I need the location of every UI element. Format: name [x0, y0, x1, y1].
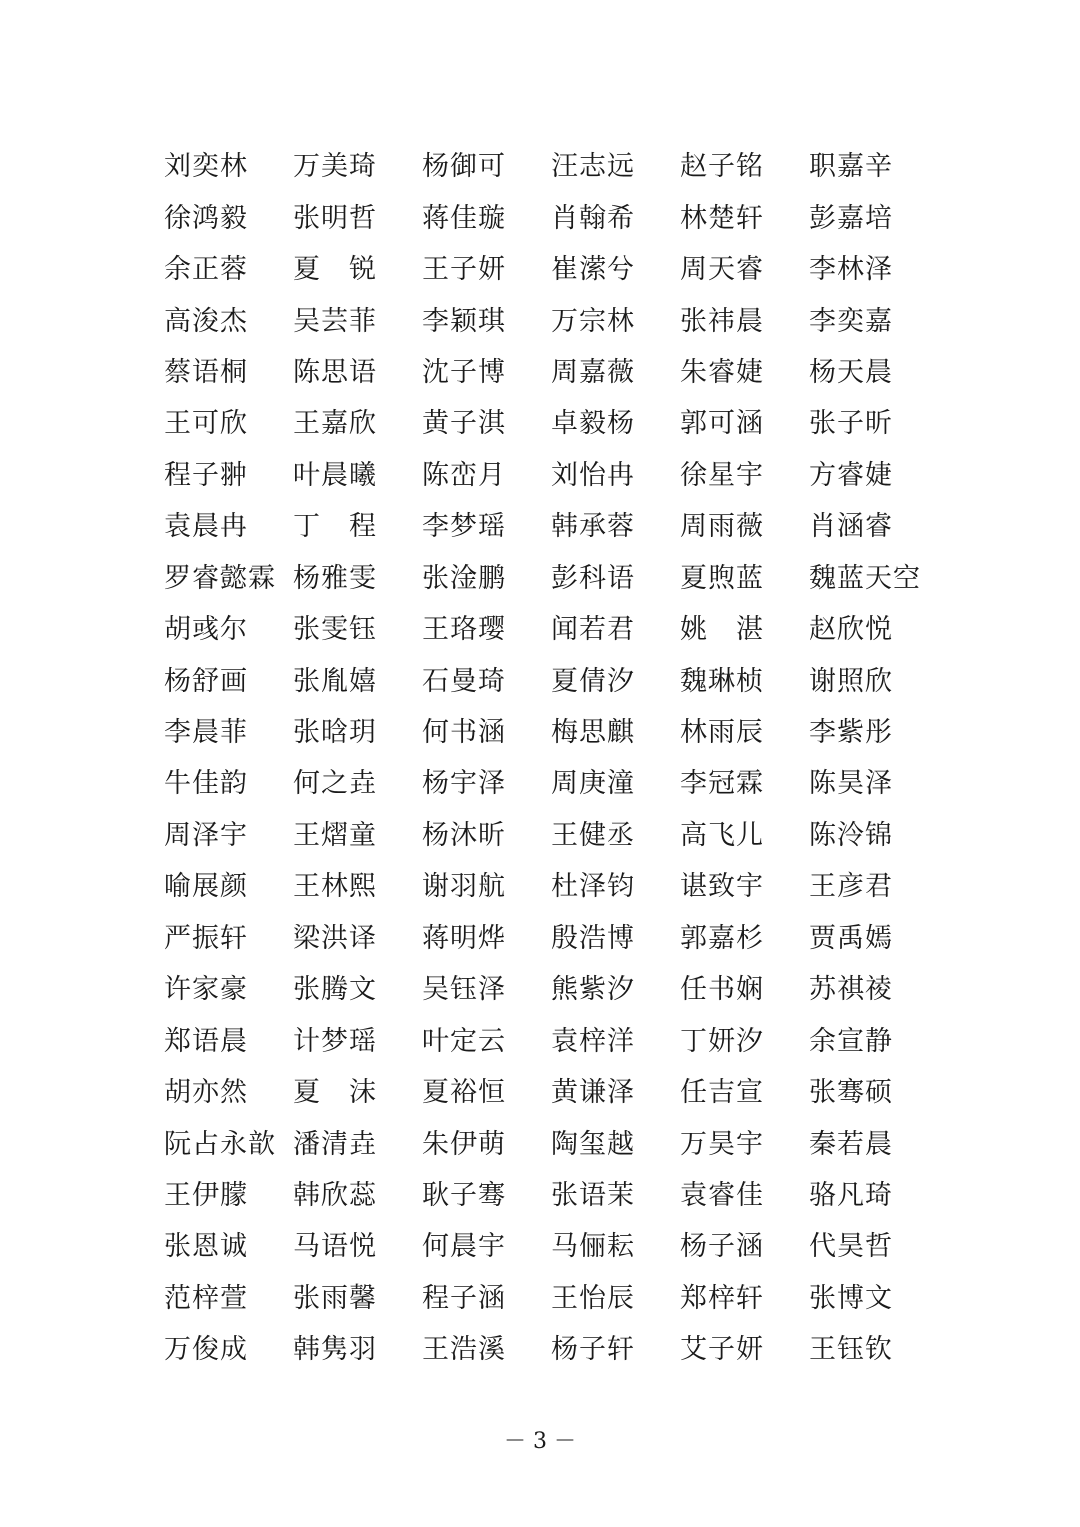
name-row — [164, 961, 964, 1012]
student-name: 郭可涵 — [680, 408, 764, 440]
student-name: 朱伊萌 — [422, 1128, 506, 1160]
student-name: 范梓萱 — [164, 1282, 248, 1314]
name-list — [164, 138, 964, 1373]
student-name: 叶晨曦 — [293, 459, 377, 491]
student-name: 陈昊泽 — [809, 768, 893, 800]
student-name: 程子翀 — [164, 459, 248, 491]
student-name: 王可欣 — [164, 408, 248, 440]
name-row — [164, 498, 964, 549]
student-name: 陶玺越 — [551, 1128, 635, 1160]
student-name: 蔡语桐 — [164, 356, 248, 388]
student-name: 许家豪 — [164, 974, 248, 1006]
student-name: 殷浩博 — [551, 922, 635, 954]
name-row — [164, 138, 964, 189]
student-name: 王子妍 — [422, 254, 506, 286]
student-name: 张恩诚 — [164, 1231, 248, 1263]
student-name: 李林泽 — [809, 254, 893, 286]
student-name: 职嘉辛 — [809, 151, 893, 183]
student-name: 李晨菲 — [164, 717, 248, 749]
student-name: 李冠霖 — [680, 768, 764, 800]
student-name: 王钰钦 — [809, 1334, 893, 1366]
student-name: 骆凡琦 — [809, 1179, 893, 1211]
student-name: 周雨薇 — [680, 511, 764, 543]
student-name: 牛佳韵 — [164, 768, 248, 800]
student-name: 肖涵睿 — [809, 511, 893, 543]
student-name: 杨子涵 — [680, 1231, 764, 1263]
student-name: 马俪耘 — [551, 1231, 635, 1263]
student-name: 李紫彤 — [809, 717, 893, 749]
student-name: 夏 沫 — [293, 1077, 377, 1109]
student-name: 郭嘉杉 — [680, 922, 764, 954]
student-name: 韩隽羽 — [293, 1334, 377, 1366]
student-name: 袁晨冉 — [164, 511, 248, 543]
student-name: 夏 锐 — [293, 254, 377, 286]
name-row — [164, 704, 964, 755]
student-name: 罗睿懿霖 — [164, 562, 276, 594]
student-name: 汪志远 — [551, 151, 635, 183]
name-row — [164, 550, 964, 601]
student-name: 任吉宣 — [680, 1077, 764, 1109]
student-name: 任书娴 — [680, 974, 764, 1006]
student-name: 韩承蓉 — [551, 511, 635, 543]
student-name: 崔潆兮 — [551, 254, 635, 286]
student-name: 张雨馨 — [293, 1282, 377, 1314]
name-row — [164, 858, 964, 909]
student-name: 李梦瑶 — [422, 511, 506, 543]
student-name: 郑语晨 — [164, 1025, 248, 1057]
student-name: 马语悦 — [293, 1231, 377, 1263]
student-name: 吴钰泽 — [422, 974, 506, 1006]
student-name: 张骞硕 — [809, 1077, 893, 1109]
student-name: 杨子轩 — [551, 1334, 635, 1366]
student-name: 魏琳桢 — [680, 665, 764, 697]
student-name: 张腾文 — [293, 974, 377, 1006]
student-name: 黄子淇 — [422, 408, 506, 440]
student-name: 苏祺祾 — [809, 974, 893, 1006]
student-name: 谢羽航 — [422, 871, 506, 903]
student-name: 王浩溪 — [422, 1334, 506, 1366]
student-name: 王伊朦 — [164, 1179, 248, 1211]
student-name: 何之垚 — [293, 768, 377, 800]
student-name: 余正蓉 — [164, 254, 248, 286]
student-name: 秦若晨 — [809, 1128, 893, 1160]
student-name: 杨雅雯 — [293, 562, 377, 594]
name-row — [164, 652, 964, 703]
name-row — [164, 1270, 964, 1321]
name-row — [164, 395, 964, 446]
student-name: 谢照欣 — [809, 665, 893, 697]
name-row — [164, 1064, 964, 1115]
name-row — [164, 447, 964, 498]
student-name: 杨天晨 — [809, 356, 893, 388]
student-name: 张博文 — [809, 1282, 893, 1314]
student-name: 陈思语 — [293, 356, 377, 388]
student-name: 郑梓轩 — [680, 1282, 764, 1314]
student-name: 潘清垚 — [293, 1128, 377, 1160]
name-row — [164, 1167, 964, 1218]
student-name: 陈峦月 — [422, 459, 506, 491]
student-name: 张雯钰 — [293, 614, 377, 646]
student-name: 叶定云 — [422, 1025, 506, 1057]
name-row — [164, 1218, 964, 1269]
student-name: 王怡辰 — [551, 1282, 635, 1314]
page-number: － 3 － — [504, 1429, 576, 1454]
student-name: 林楚轩 — [680, 202, 764, 234]
student-name: 朱睿婕 — [680, 356, 764, 388]
student-name: 夏煦蓝 — [680, 562, 764, 594]
student-name: 杨沐昕 — [422, 819, 506, 851]
student-name: 张淦鹏 — [422, 562, 506, 594]
student-name: 徐鸿毅 — [164, 202, 248, 234]
name-row — [164, 189, 964, 240]
student-name: 李奕嘉 — [809, 305, 893, 337]
student-name: 丁 程 — [293, 511, 377, 543]
name-row — [164, 807, 964, 858]
student-name: 熊紫汐 — [551, 974, 635, 1006]
student-name: 耿子骞 — [422, 1179, 506, 1211]
student-name: 杨宇泽 — [422, 768, 506, 800]
student-name: 万宗林 — [551, 305, 635, 337]
student-name: 张明哲 — [293, 202, 377, 234]
student-name: 贾禹嫣 — [809, 922, 893, 954]
student-name: 周庚潼 — [551, 768, 635, 800]
student-name: 胡彧尔 — [164, 614, 248, 646]
student-name: 王嘉欣 — [293, 408, 377, 440]
student-name: 徐星宇 — [680, 459, 764, 491]
student-name: 艾子妍 — [680, 1334, 764, 1366]
student-name: 周嘉薇 — [551, 356, 635, 388]
student-name: 张语茉 — [551, 1179, 635, 1211]
student-name: 代昊哲 — [809, 1231, 893, 1263]
student-name: 周泽宇 — [164, 819, 248, 851]
student-name: 黄谦泽 — [551, 1077, 635, 1109]
student-name: 谌致宇 — [680, 871, 764, 903]
student-name: 赵欣悦 — [809, 614, 893, 646]
student-name: 石曼琦 — [422, 665, 506, 697]
student-name: 林雨辰 — [680, 717, 764, 749]
student-name: 魏蓝天空 — [809, 562, 921, 594]
student-name: 阮占永歆 — [164, 1128, 276, 1160]
student-name: 计梦瑶 — [293, 1025, 377, 1057]
student-name: 程子涵 — [422, 1282, 506, 1314]
student-name: 姚 湛 — [680, 614, 764, 646]
student-name: 刘奕林 — [164, 151, 248, 183]
student-name: 彭嘉培 — [809, 202, 893, 234]
student-name: 吴芸菲 — [293, 305, 377, 337]
student-name: 刘怡冉 — [551, 459, 635, 491]
student-name: 赵子铭 — [680, 151, 764, 183]
student-name: 胡亦然 — [164, 1077, 248, 1109]
name-row — [164, 910, 964, 961]
student-name: 丁妍汐 — [680, 1025, 764, 1057]
student-name: 张祎晨 — [680, 305, 764, 337]
student-name: 高飞儿 — [680, 819, 764, 851]
name-row — [164, 755, 964, 806]
student-name: 李颖琪 — [422, 305, 506, 337]
student-name: 张晗玥 — [293, 717, 377, 749]
student-name: 夏裕恒 — [422, 1077, 506, 1109]
student-name: 陈泠锦 — [809, 819, 893, 851]
student-name: 万昊宇 — [680, 1128, 764, 1160]
student-name: 蒋佳璇 — [422, 202, 506, 234]
student-name: 袁睿佳 — [680, 1179, 764, 1211]
name-row — [164, 1321, 964, 1372]
student-name: 余宣静 — [809, 1025, 893, 1057]
student-name: 何晨宇 — [422, 1231, 506, 1263]
student-name: 彭科语 — [551, 562, 635, 594]
student-name: 夏倩汐 — [551, 665, 635, 697]
student-name: 梅思麒 — [551, 717, 635, 749]
student-name: 杨舒画 — [164, 665, 248, 697]
student-name: 韩欣蕊 — [293, 1179, 377, 1211]
student-name: 王彦君 — [809, 871, 893, 903]
student-name: 高浚杰 — [164, 305, 248, 337]
student-name: 何书涵 — [422, 717, 506, 749]
student-name: 方睿婕 — [809, 459, 893, 491]
student-name: 喻展颜 — [164, 871, 248, 903]
student-name: 蒋明烨 — [422, 922, 506, 954]
student-name: 王健丞 — [551, 819, 635, 851]
name-row — [164, 1115, 964, 1166]
student-name: 卓毅杨 — [551, 408, 635, 440]
student-name: 梁洪译 — [293, 922, 377, 954]
student-name: 闻若君 — [551, 614, 635, 646]
student-name: 杨御可 — [422, 151, 506, 183]
name-row — [164, 292, 964, 343]
student-name: 王熠童 — [293, 819, 377, 851]
student-name: 周天睿 — [680, 254, 764, 286]
student-name: 袁梓洋 — [551, 1025, 635, 1057]
name-row — [164, 1012, 964, 1063]
name-row — [164, 241, 964, 292]
student-name: 王林熙 — [293, 871, 377, 903]
student-name: 沈子博 — [422, 356, 506, 388]
student-name: 严振轩 — [164, 922, 248, 954]
student-name: 张胤嬉 — [293, 665, 377, 697]
student-name: 王珞璎 — [422, 614, 506, 646]
student-name: 杜泽钧 — [551, 871, 635, 903]
name-row — [164, 344, 964, 395]
student-name: 张子昕 — [809, 408, 893, 440]
student-name: 肖翰希 — [551, 202, 635, 234]
student-name: 万美琦 — [293, 151, 377, 183]
student-name: 万俊成 — [164, 1334, 248, 1366]
name-row — [164, 601, 964, 652]
